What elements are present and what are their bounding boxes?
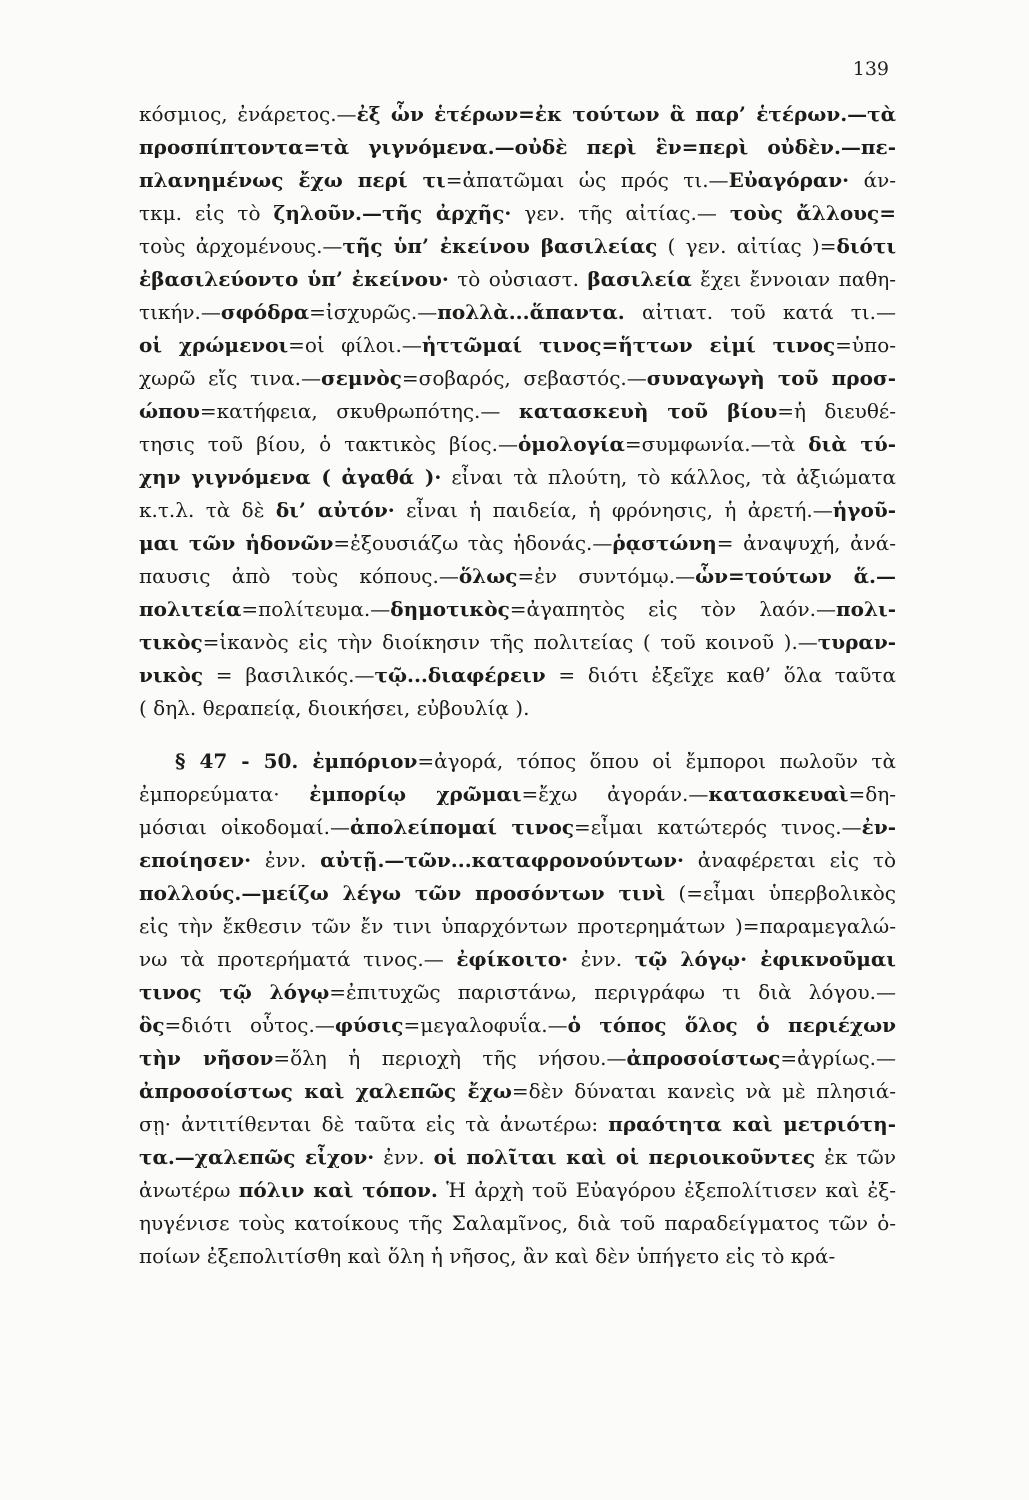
gloss-text: ηυγένισε τοὺς κατοίκους τῆς Σαλαμῖνος, διὰ τοῦ παραδείγματος τῶν ὁ- (139, 1211, 896, 1235)
text-line (139, 428, 896, 461)
lemma-bold: μαι τῶν ἡδονῶν (139, 531, 334, 555)
gloss-text: =ἰσχυρῶς.— (309, 300, 438, 324)
lemma-bold: κατασκευὴ τοῦ βίου (518, 399, 778, 423)
lemma-bold: πολι- (836, 597, 896, 621)
gloss-text: ἐνν. (568, 947, 635, 971)
text-line (139, 494, 896, 527)
gloss-text: =σοβαρός, σεβαστός.— (401, 366, 647, 390)
text-line (139, 362, 896, 395)
lemma-bold: δημοτικὸς (390, 597, 510, 621)
gloss-text: =ἱκανὸς εἰς τὴν διοίκησιν τῆς πολιτείας ( τοῦ κοινοῦ ).— (202, 630, 818, 654)
lemma-bold: τα.—χαλεπῶς εἶχον· (139, 1145, 375, 1169)
gloss-text: τησις τοῦ βίου, ὁ τακτικὸς βίος.— (139, 432, 518, 456)
gloss-text: ἐνν. (374, 1145, 434, 1169)
lemma-bold: διὰ τύ- (808, 432, 896, 456)
gloss-text: =μεγαλοφυΐα.— (403, 1013, 568, 1037)
gloss-text: ἀνωτέρω (139, 1178, 239, 1202)
gloss-text: ( γεν. αἰτίας )= (657, 234, 837, 258)
lemma-bold: τυραν- (817, 630, 896, 654)
lemma-bold: ἐξ ὧν ἑτέρων=ἐκ τούτων ἃ παρ’ ἑτέρων.—τὰ (356, 102, 896, 126)
lemma-bold: ῥᾳστώνη (612, 531, 717, 555)
lemma-bold: χην γιγνόμενα ( ἀγαθά )· (139, 465, 442, 489)
gloss-text: = διότι ἐξεῖχε καθ’ ὅλα ταῦτα (545, 663, 896, 687)
text-line (139, 395, 896, 428)
gloss-text: παυσις ἀπὸ τοὺς κόπους.— (139, 564, 459, 588)
lemma-bold: ώπου (139, 399, 200, 423)
lemma-bold: πόλιν καὶ τόπον. (238, 1178, 438, 1202)
lemma-bold: φύσις (334, 1013, 404, 1037)
paragraph-gap (139, 725, 896, 745)
text-line (139, 811, 896, 844)
lemma-bold: τικὸς (139, 630, 203, 654)
gloss-text: =ἔχω ἀγοράν.— (521, 782, 709, 806)
gloss-text: =κατήφεια, σκυθρωπότης.— (199, 399, 519, 423)
lemma-bold: ἀπροσοίστως (626, 1046, 781, 1070)
gloss-text: γεν. τῆς αἰτίας.— (511, 201, 730, 225)
lemma-bold: τῷ λόγῳ· ἐφικνοῦμαι (634, 947, 896, 971)
lemma-bold: ἐν- (861, 815, 896, 839)
text-line (139, 593, 896, 626)
lemma-bold: ἐμπορίῳ χρῶμαι (309, 782, 522, 806)
text-line (139, 745, 896, 778)
gloss-text: εἶναι ἡ παιδεία, ἡ φρόνησις, ἡ ἀρετή.— (394, 498, 833, 522)
lemma-bold: ἀπολείπομαί τινος (350, 815, 575, 839)
text-line (139, 197, 896, 230)
gloss-text: =δη- (848, 782, 896, 806)
gloss-text: = ἀναψυχή, ἀνά- (716, 531, 896, 555)
text-line (139, 910, 896, 943)
lemma-bold: δι’ αὐτόν· (275, 498, 395, 522)
lemma-bold: σεμνὸς (320, 366, 402, 390)
gloss-text: σῃ· ἀντιτίθενται δὲ ταῦτα εἰς τὰ ἀνωτέρω: (139, 1112, 609, 1136)
lemma-bold: οἱ πολῖται καὶ οἱ περιοικοῦντες (433, 1145, 816, 1169)
lemma-bold: ἐφίκοιτο· (456, 947, 569, 971)
gloss-text: ἀναφέρεται εἰς τὸ (683, 848, 896, 872)
text-line (139, 164, 896, 197)
text-line (139, 1042, 896, 1075)
gloss-text: =ἀπατῶμαι ὡς πρός τι.— (445, 168, 729, 192)
gloss-text: =πολίτευμα.— (241, 597, 391, 621)
gloss-text: τικήν.— (139, 300, 221, 324)
gloss-text: = βασιλικός.— (203, 663, 375, 687)
lemma-bold: ἐμπόριον (312, 749, 418, 773)
gloss-text: =ἐξουσιάζω τὰς ἡδονάς.— (333, 531, 613, 555)
lemma-bold: Εὐαγόραν· (728, 168, 850, 192)
text-line (139, 1009, 896, 1042)
lemma-bold: τοὺς ἄλλους= (729, 201, 896, 225)
gloss-text: Ἡ ἀρχὴ τοῦ Εὐαγόρου ἐξεπολίτισεν καὶ ἐξ- (437, 1178, 896, 1202)
lemma-bold: ἐβασιλεύοντο ὑπ’ ἐκείνου· (139, 267, 449, 291)
text-line (139, 1141, 896, 1174)
lemma-bold: τῆς ὑπ’ ἐκείνου βασιλείας (342, 234, 658, 258)
gloss-text: =συμφωνία.—τὰ (624, 432, 809, 456)
lemma-bold: τῷ...διαφέρειν (374, 663, 546, 687)
text-line (139, 461, 896, 494)
lemma-bold: βασιλεία (587, 267, 692, 291)
gloss-text: εἰς τὴν ἔκθεσιν τῶν ἔν τινι ὑπαρχόντων προτερημάτων )=παραμεγαλώ- (139, 914, 896, 938)
gloss-text: ἐκ τῶν (815, 1145, 896, 1169)
gloss-text: νω τὰ προτερήματά τινος.— (139, 947, 457, 971)
text-line (139, 263, 896, 296)
lemma-bold: συναγωγὴ τοῦ προσ- (646, 366, 896, 390)
text-line (139, 1108, 896, 1141)
gloss-text: (=εἶμαι ὑπερβολικὸς (665, 881, 896, 905)
lemma-bold: πολιτεία (139, 597, 242, 621)
text-line (139, 943, 896, 976)
text-line (139, 131, 896, 164)
text-line (139, 1174, 896, 1207)
lemma-bold: εποίησεν· (139, 848, 252, 872)
text-line (139, 230, 896, 263)
gloss-text: =ἡ διευθέ- (777, 399, 896, 423)
lemma-bold: ζηλοῦν.—τῆς ἀρχῆς· (273, 201, 512, 225)
lemma-bold: ἡγοῦ- (832, 498, 896, 522)
lemma-bold: κατασκευαὶ (708, 782, 849, 806)
gloss-text: =ὑπο- (835, 333, 896, 357)
gloss-text: =εἶμαι κατώτερός τινος.— (574, 815, 862, 839)
text-line (139, 626, 896, 659)
text-line (139, 527, 896, 560)
gloss-text: =δὲν δύναται κανεὶς νὰ μὲ πλησιά- (511, 1079, 896, 1103)
gloss-text: μόσιαι οἰκοδομαί.— (139, 815, 351, 839)
page-number: 139 (852, 58, 889, 80)
gloss-text: κ.τ.λ. τὰ δὲ (139, 498, 276, 522)
gloss-text: ἐνν. (251, 848, 321, 872)
gloss-text: τκμ. εἰς τὸ (139, 201, 274, 225)
lemma-bold: ἀπροσοίστως καὶ χαλεπῶς ἔχω (139, 1079, 512, 1103)
gloss-text: =οἱ φίλοι.— (288, 333, 422, 357)
gloss-text: κόσμιος, ἐνάρετος.— (139, 102, 357, 126)
gloss-text: =ἐν συντόμῳ.— (517, 564, 696, 588)
gloss-text: =ἀγρίως.— (780, 1046, 896, 1070)
lemma-bold: πολλὰ...ἅπαντα. (437, 300, 625, 324)
gloss-text: τοὺς ἀρχομένους.— (139, 234, 343, 258)
commentary-text (139, 98, 896, 1273)
gloss-text: ἐμπορεύματα· (139, 782, 310, 806)
lemma-bold: πραότητα καὶ μετριότη- (608, 1112, 896, 1136)
lemma-bold: ὁμολογία (517, 432, 625, 456)
text-line (139, 329, 896, 362)
lemma-bold: πολλούς.—μείζω λέγω τῶν προσόντων τινὶ (139, 881, 666, 905)
lemma-bold: αὐτῇ.—τῶν...καταφρονούντων· (320, 848, 684, 872)
lemma-bold: τὴν νῆσον (139, 1046, 274, 1070)
lemma-bold: ἡττῶμαί τινος=ἥττων εἰμί τινος (421, 333, 836, 357)
text-line (139, 560, 896, 593)
gloss-text: ἔχει ἔννοιαν παθη- (691, 267, 896, 291)
text-line (139, 296, 896, 329)
text-line (139, 778, 896, 811)
gloss-text: =ἀγαπητὸς εἰς τὸν λαόν.— (509, 597, 837, 621)
gloss-text: άν- (849, 168, 896, 192)
text-line (139, 877, 896, 910)
lemma-bold: ὧν=τούτων ἅ.— (695, 564, 896, 588)
lemma-bold: οἱ χρώμενοι (139, 333, 289, 357)
gloss-text: αἰτιατ. τοῦ κατά τι.— (624, 300, 896, 324)
gloss-text: χωρῶ εἴς τινα.— (139, 366, 321, 390)
gloss-text: =ἐπιτυχῶς παριστάνω, περιγράφω τι διὰ λόγου.— (329, 980, 896, 1004)
gloss-text: =διότι οὗτος.— (164, 1013, 335, 1037)
lemma-bold: ὃς (139, 1013, 165, 1037)
gloss-text: εἶναι τὰ πλούτη, τὸ κάλλος, τὰ ἀξιώματα (441, 465, 896, 489)
lemma-bold: ὅλως (458, 564, 518, 588)
lemma-bold: διότι (836, 234, 896, 258)
text-line (139, 692, 896, 725)
lemma-bold: τινος τῷ λόγῳ (139, 980, 330, 1004)
gloss-text: ποίων ἐξεπολιτίσθη καὶ ὅλη ἡ νῆσος, ἂν καὶ δὲν ὑπήγετο εἰς τὸ κρά- (139, 1244, 836, 1268)
gloss-text: =ὅλη ἡ περιοχὴ τῆς νήσου.— (273, 1046, 627, 1070)
lemma-bold: σφόδρα (220, 300, 310, 324)
gloss-text: τὸ οὐσιαστ. (448, 267, 588, 291)
gloss-text: ( δηλ. θεραπείᾳ, διοικήσει, εὐβουλίᾳ ). (139, 696, 530, 720)
lemma-bold: νικὸς (139, 663, 204, 687)
text-line (139, 1075, 896, 1108)
lemma-bold: ὁ τόπος ὅλος ὁ περιέχων (567, 1013, 896, 1037)
text-line (139, 844, 896, 877)
text-line (139, 1240, 896, 1273)
text-line (139, 98, 896, 131)
text-line (139, 659, 896, 692)
text-line (139, 1207, 896, 1240)
lemma-bold: πλανημένως ἔχω περί τι (139, 168, 446, 192)
text-line (139, 976, 896, 1009)
lemma-bold: § 47 - 50. (175, 749, 313, 773)
gloss-text: =ἀγορά, τόπος ὅπου οἱ ἔμποροι πωλοῦν τὰ (417, 749, 896, 773)
lemma-bold: προσπίπτοντα=τὰ γιγνόμενα.—οὐδὲ περὶ ἓν=περὶ οὐδὲν.—πε- (139, 135, 896, 159)
